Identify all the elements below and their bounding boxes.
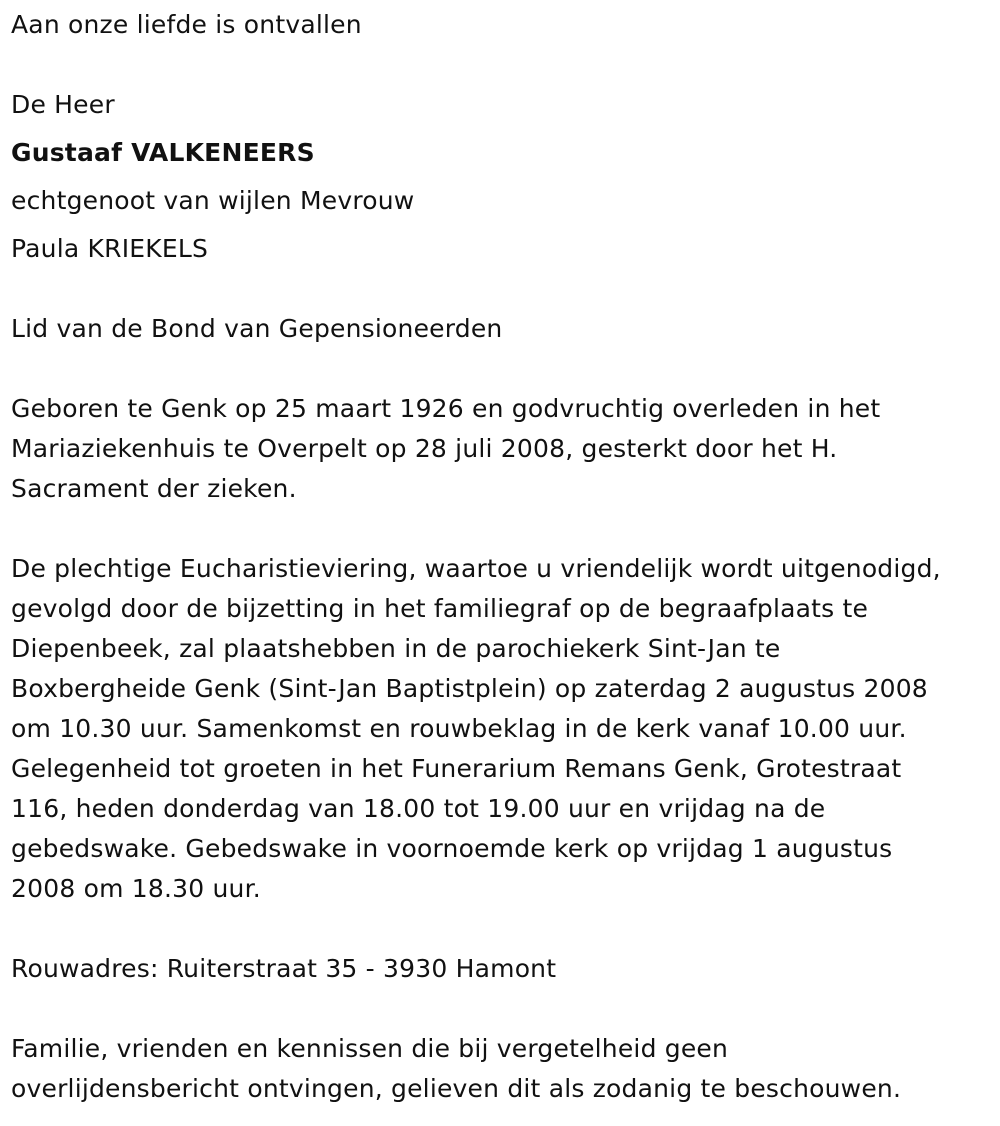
opening-line: Aan onze liefde is ontvallen — [11, 10, 362, 39]
closing-line: overlijdensbericht ontvingen, gelieven dit als zodanig te beschouwen. — [11, 1074, 902, 1103]
ceremony-line: De plechtige Eucharistieviering, waartoe u vriendelijk wordt uitgenodigd, — [11, 554, 941, 583]
spouse-line: echtgenoot van wijlen Mevrouw — [11, 186, 415, 215]
closing-line: Familie, vrienden en kennissen die bij vergetelheid geen — [11, 1034, 729, 1063]
title-prefix: De Heer — [11, 90, 115, 119]
ceremony-line: gebedswake. Gebedswake in voornoemde kerk op vrijdag 1 augustus — [11, 834, 893, 863]
ceremony-line: 2008 om 18.30 uur. — [11, 874, 261, 903]
deceased-name: Gustaaf VALKENEERS — [11, 138, 315, 167]
birth-death-line: Mariaziekenhuis te Overpelt op 28 juli 2008, gesterkt door het H. — [11, 434, 838, 463]
ceremony-line: 116, heden donderdag van 18.00 tot 19.00 uur en vrijdag na de — [11, 794, 826, 823]
mourning-address: Rouwadres: Ruiterstraat 35 - 3930 Hamont — [11, 954, 557, 983]
membership-line: Lid van de Bond van Gepensioneerden — [11, 314, 503, 343]
ceremony-line: Diepenbeek, zal plaatshebben in de parochiekerk Sint-Jan te — [11, 634, 781, 663]
spouse-name: Paula KRIEKELS — [11, 234, 209, 263]
ceremony-line: gevolgd door de bijzetting in het familiegraf op de begraafplaats te — [11, 594, 869, 623]
ceremony-line: om 10.30 uur. Samenkomst en rouwbeklag in de kerk vanaf 10.00 uur. — [11, 714, 907, 743]
ceremony-line: Gelegenheid tot groeten in het Funerarium Remans Genk, Grotestraat — [11, 754, 902, 783]
birth-death-line: Sacrament der zieken. — [11, 474, 297, 503]
birth-death-line: Geboren te Genk op 25 maart 1926 en godvruchtig overleden in het — [11, 394, 881, 423]
ceremony-line: Boxbergheide Genk (Sint-Jan Baptistplein) op zaterdag 2 augustus 2008 — [11, 674, 928, 703]
